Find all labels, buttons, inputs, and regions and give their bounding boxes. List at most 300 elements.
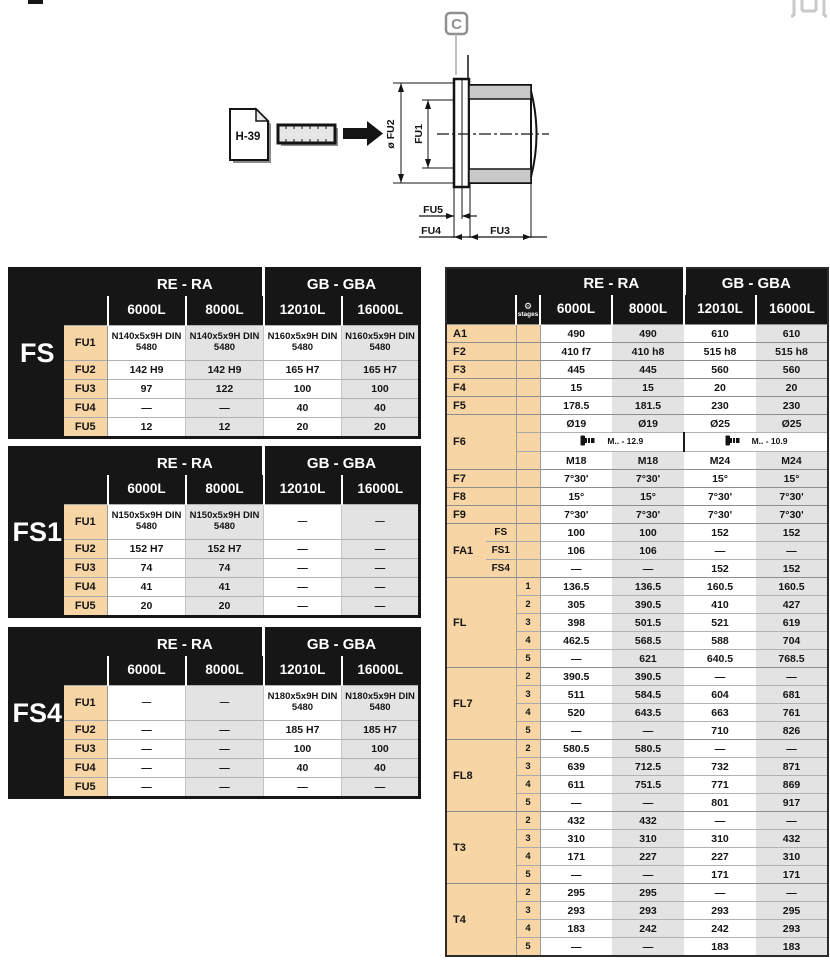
row-label: FU1 (64, 326, 108, 361)
value-cell: — (684, 542, 756, 560)
value-cell: 611 (540, 776, 612, 794)
value-cell: 390.5 (540, 668, 612, 686)
value-cell: 295 (540, 884, 612, 902)
value-cell: 580.5 (540, 740, 612, 758)
value-cell: 242 (612, 920, 684, 938)
bolt-icon (725, 435, 740, 446)
stage-cell: 2 (516, 812, 540, 830)
value-cell: — (342, 540, 420, 559)
value-cell: 40 (342, 759, 420, 778)
fastener-spec-wrap (725, 435, 788, 446)
value-cell: 710 (684, 722, 756, 740)
value-cell: — (264, 597, 342, 617)
value-cell: 295 (612, 884, 684, 902)
value-cell: M18 (612, 452, 684, 470)
value-cell: N150x5x9H DIN 5480 (108, 505, 186, 540)
fastener-spec-wrap (580, 435, 643, 446)
value-cell: — (756, 884, 828, 902)
value-cell: 142 H9 (108, 361, 186, 380)
value-cell: 15 (540, 379, 612, 397)
stage-cell (516, 452, 540, 470)
value-cell: 580.5 (612, 740, 684, 758)
value-cell: 152 (684, 560, 756, 578)
value-cell: 588 (684, 632, 756, 650)
value-cell: 15° (756, 470, 828, 488)
section-c-badge (446, 13, 467, 34)
fastener-spec-text: M.. - 12.9 (607, 435, 644, 446)
value-cell: 293 (756, 920, 828, 938)
stage-cell (516, 397, 540, 415)
header-blank (64, 629, 108, 686)
row-group-label: FL (446, 578, 516, 668)
value-cell: 12 (186, 418, 264, 438)
dimensions-table-grid (445, 267, 829, 957)
row-group-label: A1 (446, 325, 516, 343)
value-cell: 136.5 (612, 578, 684, 596)
fs4-table-grid (8, 627, 421, 799)
value-cell: — (186, 686, 264, 721)
value-cell: 152 H7 (108, 540, 186, 559)
stage-cell: 4 (516, 920, 540, 938)
value-cell: 663 (684, 704, 756, 722)
row-label: FU2 (64, 540, 108, 559)
value-cell: — (540, 866, 612, 884)
value-cell: 295 (756, 902, 828, 920)
value-cell: 7°30' (540, 470, 612, 488)
column-header: 6000L (108, 656, 186, 686)
dim-fu4-label: FU4 (421, 225, 441, 237)
value-cell: 7°30' (612, 506, 684, 524)
stage-cell (516, 343, 540, 361)
value-cell: — (612, 938, 684, 957)
value-cell: 100 (264, 740, 342, 759)
value-cell: 15° (612, 488, 684, 506)
dim-fu5-label: FU5 (423, 204, 443, 216)
value-cell: — (108, 740, 186, 759)
value-cell: 74 (108, 559, 186, 578)
header-blank (446, 295, 516, 325)
row-group-label: F6 (446, 415, 516, 470)
stage-cell: 3 (516, 686, 540, 704)
value-cell: N180x5x9H DIN 5480 (342, 686, 420, 721)
value-cell: 390.5 (612, 596, 684, 614)
value-cell: 621 (612, 650, 684, 668)
value-cell: — (108, 759, 186, 778)
fs-table (8, 267, 421, 439)
column-header: 6000L (108, 475, 186, 505)
value-cell: 771 (684, 776, 756, 794)
value-cell: 310 (684, 830, 756, 848)
value-cell: 801 (684, 794, 756, 812)
value-cell: — (342, 778, 420, 798)
row-sub-label: FS1 (486, 542, 516, 560)
value-cell: 227 (612, 848, 684, 866)
group-header: RE - RA (108, 269, 264, 297)
value-cell: N160x5x9H DIN 5480 (342, 326, 420, 361)
value-cell: 515 h8 (756, 343, 828, 361)
series-label: FS (10, 269, 64, 438)
row-label: FU2 (64, 361, 108, 380)
value-cell: 410 (684, 596, 756, 614)
value-cell: — (756, 812, 828, 830)
column-header: 16000L (756, 295, 828, 325)
row-label: FU5 (64, 778, 108, 798)
row-label: FU3 (64, 380, 108, 399)
header-blank (64, 448, 108, 505)
value-cell: — (612, 866, 684, 884)
value-cell: — (186, 721, 264, 740)
value-cell: 293 (540, 902, 612, 920)
cropped-frame-icon (790, 0, 828, 31)
value-cell: 305 (540, 596, 612, 614)
stage-cell: 2 (516, 740, 540, 758)
column-header: 6000L (540, 295, 612, 325)
stage-cell: 2 (516, 884, 540, 902)
group-header: RE - RA (108, 629, 264, 657)
series-label: FS4 (10, 629, 64, 798)
column-header: 12010L (264, 656, 342, 686)
row-group-label: F4 (446, 379, 516, 397)
value-cell: 227 (684, 848, 756, 866)
stage-cell: 3 (516, 902, 540, 920)
value-cell: — (342, 559, 420, 578)
value-cell: 7°30' (684, 488, 756, 506)
row-group-label: F8 (446, 488, 516, 506)
value-cell: — (756, 542, 828, 560)
arrow-icon (343, 121, 383, 146)
value-cell: 41 (186, 578, 264, 597)
value-cell: — (108, 721, 186, 740)
value-cell: 7°30' (540, 506, 612, 524)
value-cell: 122 (186, 380, 264, 399)
group-header: GB - GBA (264, 448, 420, 476)
value-cell: 398 (540, 614, 612, 632)
value-cell: 40 (264, 399, 342, 418)
fastener-spec-text: M.. - 10.9 (751, 435, 788, 446)
value-cell: 712.5 (612, 758, 684, 776)
row-label: FU3 (64, 740, 108, 759)
page-ref-icon (230, 109, 271, 163)
value-cell: — (342, 505, 420, 540)
row-group-label: F9 (446, 506, 516, 524)
value-cell: 152 H7 (186, 540, 264, 559)
value-cell: 15° (684, 470, 756, 488)
row-label: FU4 (64, 578, 108, 597)
group-header: GB - GBA (264, 269, 420, 297)
row-group-label: F7 (446, 470, 516, 488)
value-cell: — (342, 597, 420, 617)
value-cell: 445 (540, 361, 612, 379)
stage-cell (516, 415, 540, 433)
value-cell: 165 H7 (264, 361, 342, 380)
cropped-top-mark (28, 0, 43, 4)
column-header: 6000L (108, 296, 186, 326)
page-ref-label: H-39 (235, 131, 261, 143)
row-group-label: F2 (446, 343, 516, 361)
value-cell: Ø19 (540, 415, 612, 433)
stage-cell: 4 (516, 704, 540, 722)
value-cell: 610 (684, 325, 756, 343)
value-cell: 7°30' (756, 488, 828, 506)
row-label: FU4 (64, 759, 108, 778)
value-cell: 136.5 (540, 578, 612, 596)
column-header: 16000L (342, 475, 420, 505)
dim-fu3-label: FU3 (490, 225, 510, 237)
value-cell: 681 (756, 686, 828, 704)
value-cell: 100 (342, 380, 420, 399)
value-cell: 310 (540, 830, 612, 848)
value-cell: — (684, 740, 756, 758)
value-cell: 178.5 (540, 397, 612, 415)
stage-cell (516, 560, 540, 578)
value-cell: 165 H7 (342, 361, 420, 380)
value-cell: 20 (684, 379, 756, 397)
value-cell: — (540, 722, 612, 740)
value-cell: 427 (756, 596, 828, 614)
value-cell: 183 (756, 938, 828, 957)
value-cell: 732 (684, 758, 756, 776)
value-cell: — (612, 794, 684, 812)
value-cell: 183 (684, 938, 756, 957)
stage-cell (516, 506, 540, 524)
row-label: FU1 (64, 505, 108, 540)
stage-cell (516, 524, 540, 542)
value-cell: 100 (264, 380, 342, 399)
row-group-label: F5 (446, 397, 516, 415)
value-cell: 640.5 (684, 650, 756, 668)
dim-fu3 (470, 225, 531, 240)
column-header: 16000L (342, 656, 420, 686)
value-cell: 183 (540, 920, 612, 938)
dim-fu5 (419, 204, 477, 219)
value-cell: — (684, 668, 756, 686)
stage-cell (516, 433, 540, 452)
fastener-cell (684, 433, 828, 452)
header-blank (64, 269, 108, 326)
row-sub-label: FS4 (486, 560, 516, 578)
value-cell: 20 (108, 597, 186, 617)
stage-cell: 5 (516, 866, 540, 884)
value-cell: 869 (756, 776, 828, 794)
column-header: 8000L (186, 656, 264, 686)
fs1-table-grid (8, 446, 421, 618)
value-cell: N140x5x9H DIN 5480 (108, 326, 186, 361)
value-cell: — (186, 740, 264, 759)
row-sub-label: FS (486, 524, 516, 542)
value-cell: — (186, 399, 264, 418)
value-cell: 445 (612, 361, 684, 379)
value-cell: 152 (684, 524, 756, 542)
value-cell: 917 (756, 794, 828, 812)
stage-cell: 4 (516, 848, 540, 866)
value-cell: 7°30' (684, 506, 756, 524)
value-cell: 160.5 (756, 578, 828, 596)
column-header: 8000L (186, 475, 264, 505)
value-cell: — (756, 740, 828, 758)
value-cell: 7°30' (612, 470, 684, 488)
value-cell: N150x5x9H DIN 5480 (186, 505, 264, 540)
value-cell: 619 (756, 614, 828, 632)
row-group-label: FL7 (446, 668, 516, 740)
coupling-drawing (454, 79, 537, 187)
value-cell: N160x5x9H DIN 5480 (264, 326, 342, 361)
value-cell: — (540, 560, 612, 578)
value-cell: 160.5 (684, 578, 756, 596)
dimensions-table (445, 267, 829, 957)
group-header: RE - RA (540, 268, 684, 295)
stage-cell: 4 (516, 776, 540, 794)
row-label: FU2 (64, 721, 108, 740)
value-cell: 826 (756, 722, 828, 740)
key-icon (278, 125, 338, 146)
value-cell: 610 (756, 325, 828, 343)
gear-icon: ⚙ (523, 300, 533, 311)
value-cell: 185 H7 (264, 721, 342, 740)
value-cell: 106 (540, 542, 612, 560)
row-label: FU5 (64, 418, 108, 438)
row-group-label: FA1 (446, 524, 486, 578)
value-cell: 15 (612, 379, 684, 397)
stage-cell: 2 (516, 596, 540, 614)
stage-cell: 3 (516, 758, 540, 776)
column-header: 12010L (264, 296, 342, 326)
value-cell: 604 (684, 686, 756, 704)
value-cell: 100 (540, 524, 612, 542)
bolt-icon (580, 435, 595, 446)
value-cell: 40 (264, 759, 342, 778)
stage-cell (516, 488, 540, 506)
value-cell: 410 h8 (612, 343, 684, 361)
value-cell: Ø25 (756, 415, 828, 433)
row-group-label: T3 (446, 812, 516, 884)
value-cell: 560 (684, 361, 756, 379)
value-cell: 230 (684, 397, 756, 415)
stage-cell: 5 (516, 794, 540, 812)
column-header: 8000L (612, 295, 684, 325)
shaft-dimension-diagram (215, 5, 575, 255)
value-cell: M18 (540, 452, 612, 470)
value-cell: 432 (756, 830, 828, 848)
value-cell: — (612, 560, 684, 578)
value-cell: 520 (540, 704, 612, 722)
stages-header (516, 295, 540, 325)
row-group-label: FL8 (446, 740, 516, 812)
value-cell: 171 (540, 848, 612, 866)
value-cell: 490 (612, 325, 684, 343)
value-cell: — (756, 668, 828, 686)
stage-cell: 3 (516, 614, 540, 632)
value-cell: 462.5 (540, 632, 612, 650)
value-cell: 768.5 (756, 650, 828, 668)
value-cell: 871 (756, 758, 828, 776)
value-cell: 242 (684, 920, 756, 938)
value-cell: 293 (684, 902, 756, 920)
value-cell: M24 (684, 452, 756, 470)
stage-cell: 5 (516, 650, 540, 668)
value-cell: 751.5 (612, 776, 684, 794)
value-cell: — (684, 884, 756, 902)
value-cell: 40 (342, 399, 420, 418)
value-cell: 171 (684, 866, 756, 884)
fastener-cell (540, 433, 684, 452)
value-cell: — (540, 794, 612, 812)
stage-cell (516, 361, 540, 379)
value-cell: 490 (540, 325, 612, 343)
value-cell: — (264, 778, 342, 798)
value-cell: — (342, 578, 420, 597)
value-cell: 20 (186, 597, 264, 617)
value-cell: 432 (612, 812, 684, 830)
fs1-table (8, 446, 421, 618)
value-cell: 15° (540, 488, 612, 506)
stage-cell: 5 (516, 938, 540, 957)
stages-label: stages (517, 310, 539, 318)
value-cell: 106 (612, 542, 684, 560)
column-header: 12010L (264, 475, 342, 505)
value-cell: N140x5x9H DIN 5480 (186, 326, 264, 361)
fs4-table (8, 627, 421, 799)
value-cell: 230 (756, 397, 828, 415)
cropped-frame-icon (790, 0, 828, 26)
stage-cell: 1 (516, 578, 540, 596)
value-cell: — (684, 812, 756, 830)
dim-fu1-label: FU1 (413, 124, 425, 144)
row-label: FU1 (64, 686, 108, 721)
row-group-label: F3 (446, 361, 516, 379)
value-cell: 185 H7 (342, 721, 420, 740)
value-cell: — (186, 778, 264, 798)
value-cell: 41 (108, 578, 186, 597)
stage-cell (516, 470, 540, 488)
value-cell: 521 (684, 614, 756, 632)
value-cell: 181.5 (612, 397, 684, 415)
dim-fu2-label: ø FU2 (385, 119, 397, 149)
value-cell: — (108, 686, 186, 721)
value-cell: — (264, 505, 342, 540)
value-cell: 568.5 (612, 632, 684, 650)
value-cell: 410 f7 (540, 343, 612, 361)
row-label: FU4 (64, 399, 108, 418)
column-header: 16000L (342, 296, 420, 326)
column-header: 12010L (684, 295, 756, 325)
value-cell: 511 (540, 686, 612, 704)
value-cell: 12 (108, 418, 186, 438)
column-header: 8000L (186, 296, 264, 326)
value-cell: — (540, 650, 612, 668)
value-cell: 515 h8 (684, 343, 756, 361)
row-label: FU3 (64, 559, 108, 578)
value-cell: — (264, 578, 342, 597)
value-cell: 584.5 (612, 686, 684, 704)
row-group-label: T4 (446, 884, 516, 957)
value-cell: 100 (612, 524, 684, 542)
value-cell: 501.5 (612, 614, 684, 632)
value-cell: 704 (756, 632, 828, 650)
value-cell: 7°30' (756, 506, 828, 524)
value-cell: N180x5x9H DIN 5480 (264, 686, 342, 721)
stage-cell (516, 542, 540, 560)
value-cell: 390.5 (612, 668, 684, 686)
value-cell: 100 (342, 740, 420, 759)
value-cell: 643.5 (612, 704, 684, 722)
stage-cell (516, 325, 540, 343)
series-label: FS1 (10, 448, 64, 617)
group-header: RE - RA (108, 448, 264, 476)
value-cell: 560 (756, 361, 828, 379)
value-cell: — (612, 722, 684, 740)
section-c-label: C (451, 16, 462, 33)
group-header: GB - GBA (684, 268, 828, 295)
